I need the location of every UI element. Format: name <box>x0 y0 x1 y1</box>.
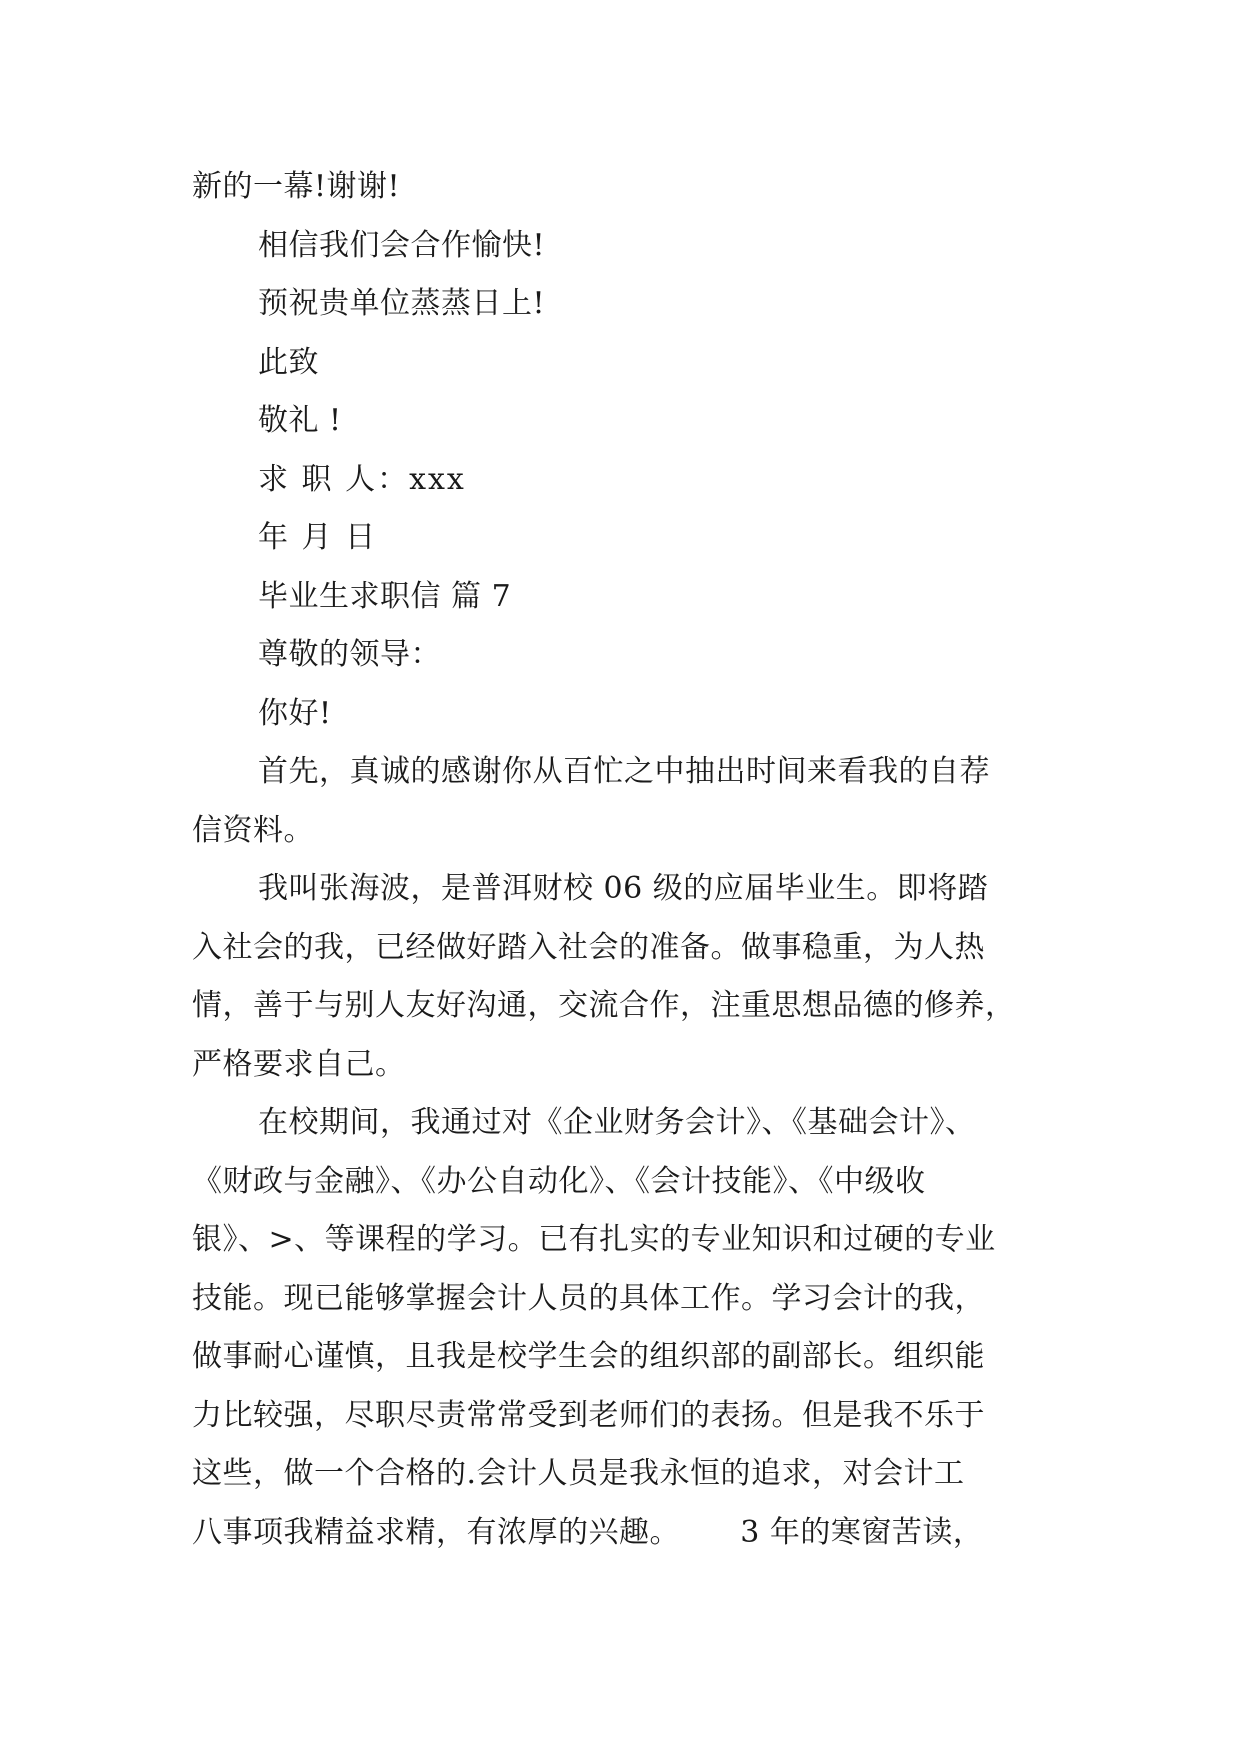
text-line: 力比较强，尽职尽责常常受到老师们的表扬。但是我不乐于 <box>192 1397 985 1433</box>
text-line: 严格要求自己。 <box>192 1046 406 1082</box>
applicant-line: 求 职 人：xxx <box>258 461 466 497</box>
text-line: 银》、>、等课程的学习。已有扎实的专业知识和过硬的专业 <box>192 1222 996 1257</box>
text-line: 我叫张海波，是普洱财校 06 级的应届毕业生。即将踏 <box>258 871 989 906</box>
greeting: 你好! <box>258 695 332 731</box>
section-title: 毕业生求职信 篇 7 <box>258 578 512 614</box>
text-line: 八事项我精益求精，有浓厚的兴趣。 3 年的寒窗苦读， <box>192 1514 984 1550</box>
text-line: 此致 <box>258 344 319 380</box>
text-line: 新的一幕!谢谢! <box>192 169 401 204</box>
text-line: 首先，真诚的感谢你从百忙之中抽出时间来看我的自荐 <box>258 754 990 789</box>
text-line: 信资料。 <box>192 812 314 848</box>
document-body <box>192 158 1052 1562</box>
text-line: 相信我们会合作愉快! <box>258 227 546 263</box>
text-line: 入社会的我，已经做好踏入社会的准备。做事稳重，为人热 <box>192 929 985 965</box>
text-line: 做事耐心谨慎，且我是校学生会的组织部的副部长。组织能 <box>192 1339 985 1374</box>
text-line: 这些，做一个合格的.会计人员是我永恒的追求，对会计工 <box>192 1456 965 1491</box>
text-line: 敬礼 ! <box>258 403 342 438</box>
date-line: 年 月 日 <box>258 520 378 555</box>
text-line: 技能。现已能够掌握会计人员的具体工作。学习会计的我， <box>192 1280 985 1316</box>
text-line: 在校期间，我通过对《企业财务会计》、《基础会计》、 <box>258 1105 976 1140</box>
text-line: 预祝贵单位蒸蒸日上! <box>258 286 546 321</box>
salutation: 尊敬的领导： <box>258 637 441 672</box>
text-line: 《财政与金融》、《办公自动化》、《会计技能》、《中级收 <box>192 1163 926 1199</box>
text-line: 情，善于与别人友好沟通，交流合作，注重思想品德的修养， <box>192 988 1016 1023</box>
